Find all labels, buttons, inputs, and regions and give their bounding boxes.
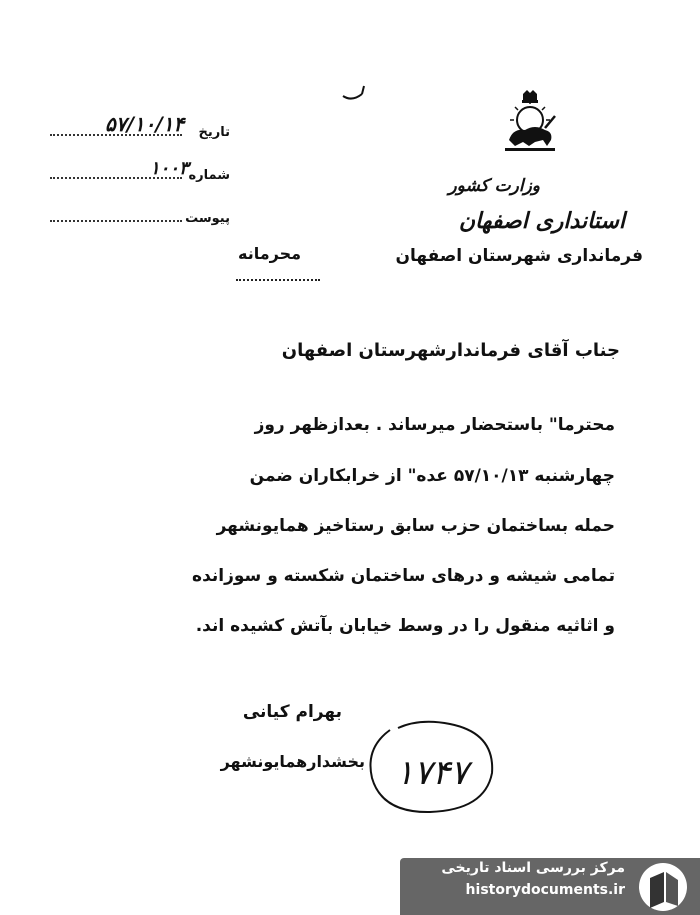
salutation: جناب آقای فرماندارشهرستان اصفهان <box>281 340 620 361</box>
lion-and-sun-emblem-icon <box>495 88 565 158</box>
date-value: ۵۷/۱۰/۱۴ <box>105 112 185 136</box>
county-office-title: فرمانداری شهرستان اصفهان <box>395 246 643 266</box>
province-office-title: استانداری اصفهان <box>458 208 625 234</box>
letter-line: حمله بساختمان حزب سابق رستاخیز همایونشهر <box>216 516 615 536</box>
number-value: ۱۰۰۳ <box>150 158 189 179</box>
ministry-title: وزارت کشور <box>448 176 540 196</box>
book-logo-icon <box>634 858 692 915</box>
pen-mark <box>340 82 370 102</box>
watermark-org-name: مرکز بررسی اسناد تاریخی <box>441 860 625 876</box>
letter-line: محترما" باستحضار میرساند . بعدازظهر روز <box>254 415 615 435</box>
letter-line: تمامی شیشه و درهای ساختمان شکسته و سوزانده <box>192 566 615 586</box>
letter-line: چهارشنبه ۵۷/۱۰/۱۳ عده" از خرابکاران ضمن <box>249 466 615 486</box>
watermark-url: historydocuments.ir <box>465 882 625 898</box>
attachment-label: پیوست <box>185 211 230 226</box>
date-label: تاریخ <box>198 125 230 140</box>
number-label: شماره <box>188 168 230 183</box>
signatory-title: بخشدارهمایونشهر <box>220 752 365 771</box>
handwritten-circled-note <box>360 718 500 818</box>
number-field <box>50 155 230 185</box>
handwritten-note-text: ۱۷۴۷ <box>395 753 469 793</box>
classification-label: محرمانه <box>238 244 302 263</box>
date-field <box>50 112 230 142</box>
attachment-field <box>50 198 230 228</box>
letter-line: و اثاثیه منقول را در وسط خیابان بآتش کشیده اند. <box>195 616 615 636</box>
classification-underline <box>236 279 320 281</box>
signatory-name: بهرام کیانی <box>242 702 342 722</box>
archive-watermark <box>400 848 700 915</box>
